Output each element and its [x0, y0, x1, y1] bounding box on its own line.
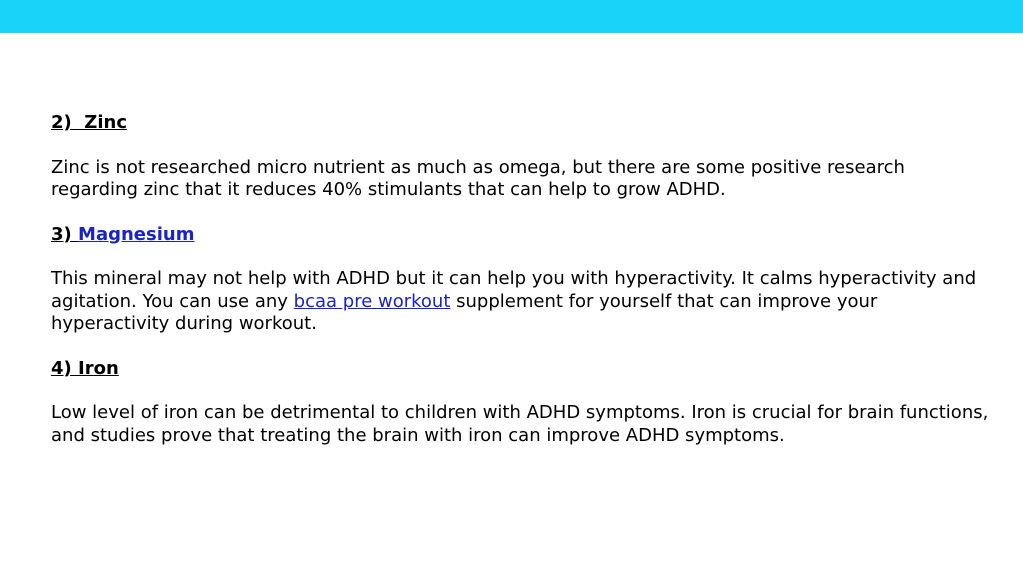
spacer	[51, 202, 991, 224]
spacer	[51, 246, 991, 268]
heading-magnesium	[51, 224, 991, 247]
spacer	[51, 135, 991, 157]
paragraph-magnesium-text-before: This mineral may not help with ADHD but it can help you with hyperactivity. It calms hyperactivity and agitation. You can use any	[51, 268, 977, 312]
top-accent-bar	[0, 0, 1023, 33]
heading-iron	[51, 358, 991, 381]
magnesium-link[interactable]: Magnesium	[78, 223, 195, 245]
heading-zinc-text: 2) Zinc	[51, 112, 127, 133]
paragraph-zinc: Zinc is not researched micro nutrient as much as omega, but there are some positive research regarding zinc that it reduces 40% stimulants that can help to grow ADHD.	[51, 156, 905, 200]
bcaa-pre-workout-link[interactable]: bcaa pre workout	[293, 290, 451, 312]
spacer	[51, 336, 991, 358]
heading-magnesium-prefix: 3)	[51, 223, 79, 245]
spacer	[51, 380, 991, 402]
heading-iron-text: 4) Iron	[51, 357, 119, 379]
heading-zinc	[51, 112, 991, 135]
document-body	[51, 112, 991, 447]
paragraph-iron: Low level of iron can be detrimental to children with ADHD symptoms. Iron is crucial for brain functions, and studies prove that treating the brain with iron can improve ADHD symptoms.	[51, 402, 989, 446]
paragraph-magnesium-text-after: supplement for yourself that can improve your hyperactivity during workout.	[51, 290, 878, 334]
paragraph-magnesium	[51, 268, 991, 336]
